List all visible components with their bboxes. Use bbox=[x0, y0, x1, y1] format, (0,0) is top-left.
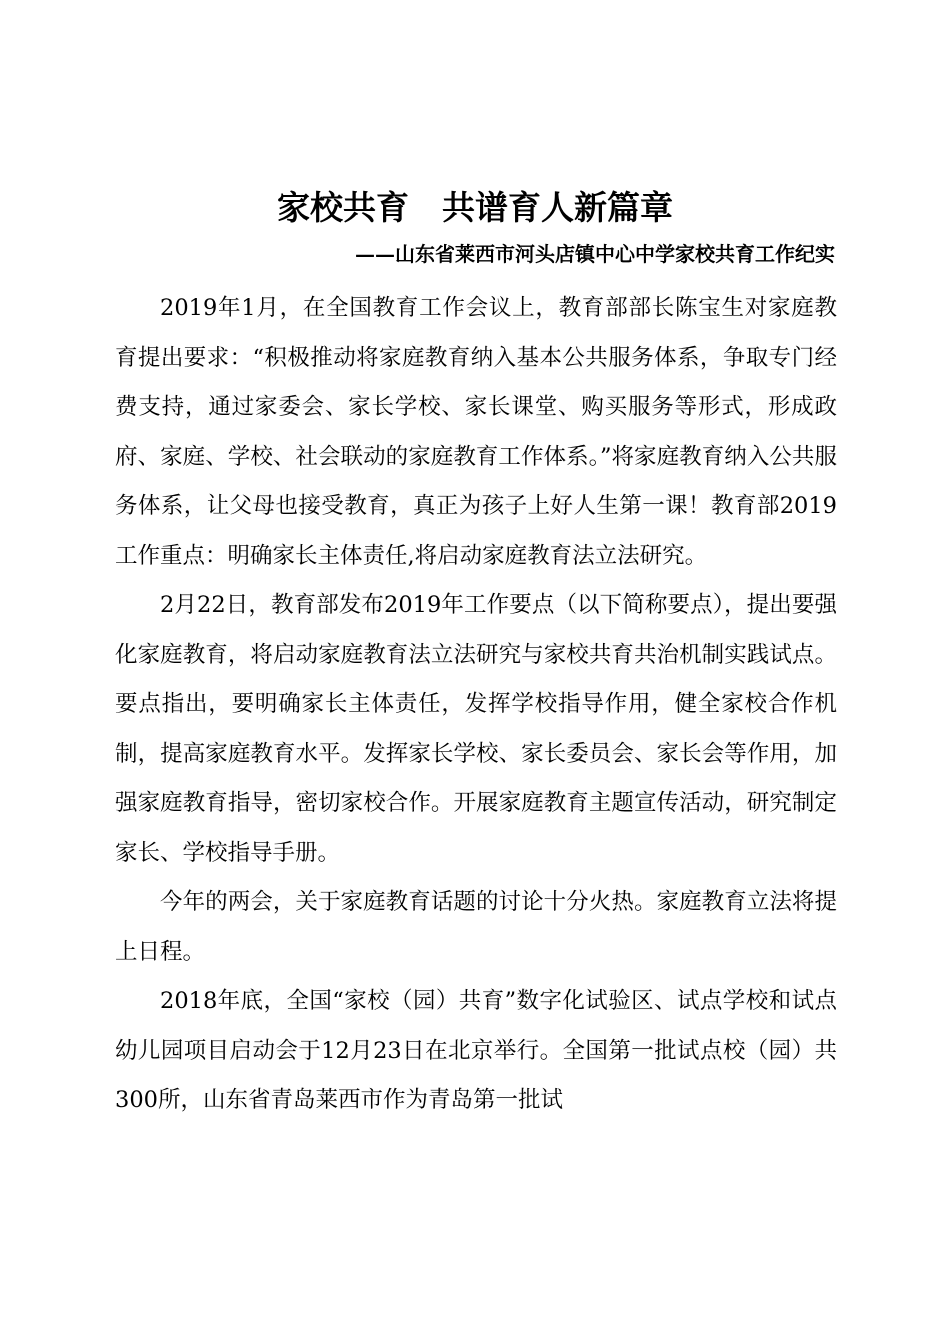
paragraph-2: 2月22日，教育部发布2019年工作要点（以下简称要点），提出要强化家庭教育，将启动家庭教育法立法研究与家校共育共治机制实践试点。要点指出，要明确家长主体责任，发挥学校指导作用，健全家校合作机制，提高家庭教育水平。发挥家长学校、家长委员会、家长会等作用，加强家庭教育指导，密切家校合作。开展家庭教育主题宣传活动，研究制定家长、学校指导手册。 bbox=[115, 592, 837, 866]
document-title: 家校共育 共谱育人新篇章 bbox=[277, 188, 673, 227]
paragraph-3: 今年的两会，关于家庭教育话题的讨论十分火热。家庭教育立法将提上日程。 bbox=[115, 889, 837, 965]
document-body bbox=[115, 284, 837, 1126]
paragraph-1: 2019年1月，在全国教育工作会议上，教育部部长陈宝生对家庭教育提出要求：“积极推动将家庭教育纳入基本公共服务体系，争取专门经费支持，通过家委会、家长学校、家长课堂、购买服务等形式，形成政府、家庭、学校、社会联动的家庭教育工作体系。”将家庭教育纳入公共服务体系，让父母也接受教育，真正为孩子上好人生第一课！教育部2019工作重点：明确家长主体责任,将启动家庭教育法立法研究。 bbox=[115, 295, 837, 569]
paragraph-4: 2018年底，全国“家校（园）共育”数字化试验区、试点学校和试点幼儿园项目启动会于12月23日在北京举行。全国第一批试点校（园）共300所，山东省青岛莱西市作为青岛第一批试 bbox=[115, 988, 837, 1113]
document-subtitle: ——山东省莱西市河头店镇中心中学家校共育工作纪实 bbox=[355, 242, 835, 266]
